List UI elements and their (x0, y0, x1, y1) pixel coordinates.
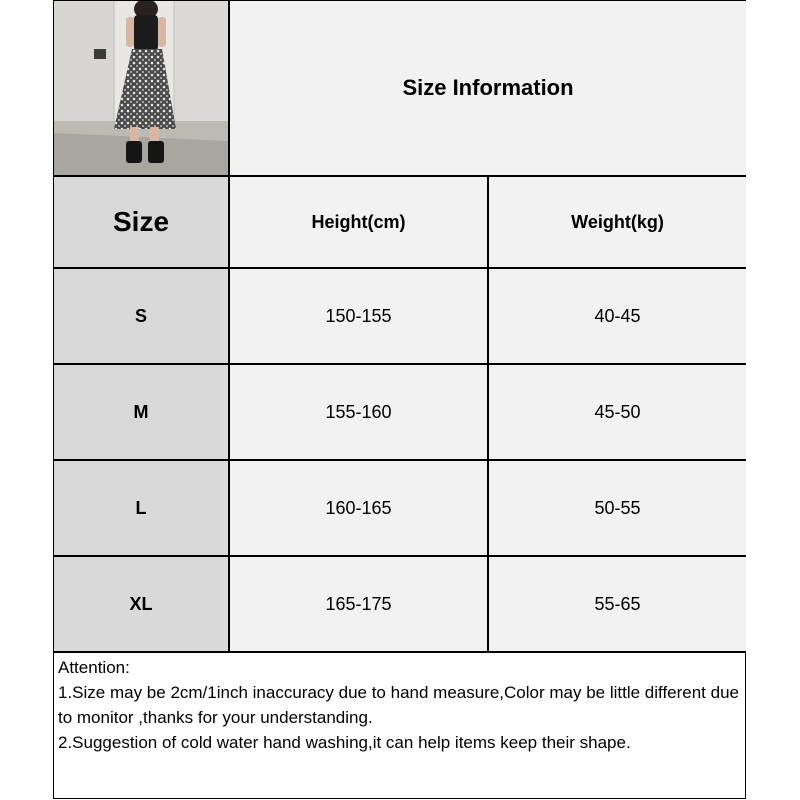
height-cell: 150-155 (230, 269, 489, 365)
table-header-row (54, 177, 746, 269)
height-cell: 155-160 (230, 365, 489, 461)
height-cell: 165-175 (230, 557, 489, 653)
product-photo-icon (54, 1, 228, 175)
table-row (54, 557, 746, 653)
column-header-height: Height(cm) (230, 177, 489, 269)
notes-line-1: 1.Size may be 2cm/1inch inaccuracy due to hand measure,Color may be little different due to monitor ,thanks for your understanding. (58, 683, 739, 727)
product-photo (54, 1, 230, 177)
size-cell: M (54, 365, 230, 461)
page-title: Size Information (402, 75, 574, 100)
attention-notes (54, 653, 746, 757)
weight-cell: 40-45 (489, 269, 746, 365)
notes-heading: Attention: (58, 658, 130, 677)
column-header-weight: Weight(kg) (489, 177, 746, 269)
title-cell (230, 1, 746, 177)
size-cell: XL (54, 557, 230, 653)
size-cell: S (54, 269, 230, 365)
table-row (54, 461, 746, 557)
weight-cell: 50-55 (489, 461, 746, 557)
size-chart (53, 0, 746, 799)
weight-cell: 45-50 (489, 365, 746, 461)
height-cell: 160-165 (230, 461, 489, 557)
column-header-size: Size (54, 177, 230, 269)
notes-line-2: 2.Suggestion of cold water hand washing,it can help items keep their shape. (58, 733, 631, 752)
table-row (54, 269, 746, 365)
weight-cell: 55-65 (489, 557, 746, 653)
size-cell: L (54, 461, 230, 557)
table-row (54, 365, 746, 461)
